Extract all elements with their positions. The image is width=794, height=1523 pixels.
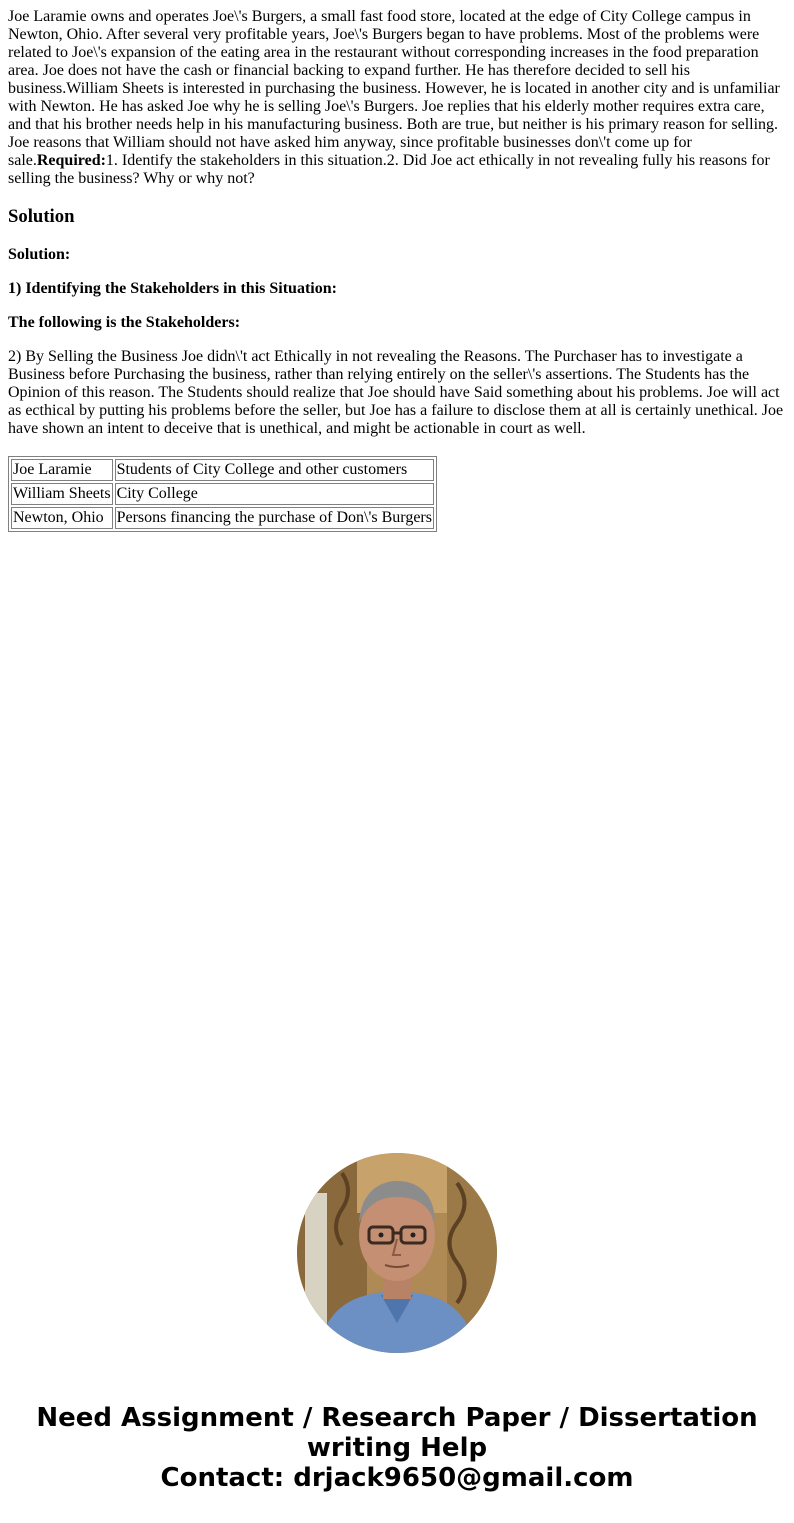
table-row (11, 483, 434, 505)
part1-heading: 1) Identifying the Stakeholders in this Situation: (8, 280, 337, 297)
table-cell: Persons financing the purchase of Don\'s Burgers (115, 507, 434, 529)
table-cell: Joe Laramie (11, 459, 113, 481)
table-row (11, 459, 434, 481)
footer-line-2: writing Help (306, 1433, 488, 1463)
table-cell: William Sheets (11, 483, 113, 505)
table-cell: Students of City College and other customers (115, 459, 434, 481)
stakeholders-table (8, 456, 437, 532)
stakeholders-intro: The following is the Stakeholders: (8, 314, 241, 331)
footer-line-1: Need Assignment / Research Paper / Dissertation (36, 1403, 758, 1433)
solution-label: Solution: (8, 246, 71, 263)
table-cell: Newton, Ohio (11, 507, 113, 529)
question-block (8, 8, 786, 188)
document-body (0, 0, 794, 532)
table-row (11, 507, 434, 529)
required-label: Required: (36, 152, 106, 169)
author-avatar (297, 1153, 497, 1353)
part2-text: 2) By Selling the Business Joe didn\'t act Ethically in not revealing the Reasons. The Purchaser has to investigate a Business before Purchasing the business, rather than relying entirely on the seller\'s assertions. The Students has the Opinion of this reason. The Students should realize that Joe should have Said something about his problems. Joe will act as ecthical by putting his problems before the seller, but Joe has a failure to disclose them at all is certainly unethical. Joe have shown an intent to deceive that is unethical, and might be actionable in court as well. (8, 348, 784, 437)
table-cell: City College (115, 483, 434, 505)
footer-contact-email: Contact: drjack9650@gmail.com (160, 1463, 634, 1493)
question-text: Joe Laramie owns and operates Joe\'s Burgers, a small fast food store, located at the edge of City College campus in Newton, Ohio. After several very profitable years, Joe\'s Burgers began to have problems. Most of the problems were related to Joe\'s expansion of the eating area in the restaurant without corresponding increases in the food preparation area. Joe does not have the cash or financial backing to expand further. He has therefore decided to sell his business.William Sheets is interested in purchasing the business. However, he is located in another city and is unfamiliar with Newton. He has asked Joe why he is selling Joe\'s Burgers. Joe replies that his elderly mother requires extra care, and that his brother needs help in his manufacturing business. Both are true, but neither is his primary reason for selling. Joe reasons that William should not have asked him anyway, since profitable businesses don\'t come up for sale. (8, 8, 780, 169)
required-text: 1. Identify the stakeholders in this situation.2. Did Joe act ethically in not revealing fully his reasons for selling the business? Why or why not? (8, 152, 770, 187)
solution-heading: Solution (8, 206, 75, 227)
contact-footer (0, 1403, 794, 1493)
author-photo-icon (297, 1153, 497, 1353)
